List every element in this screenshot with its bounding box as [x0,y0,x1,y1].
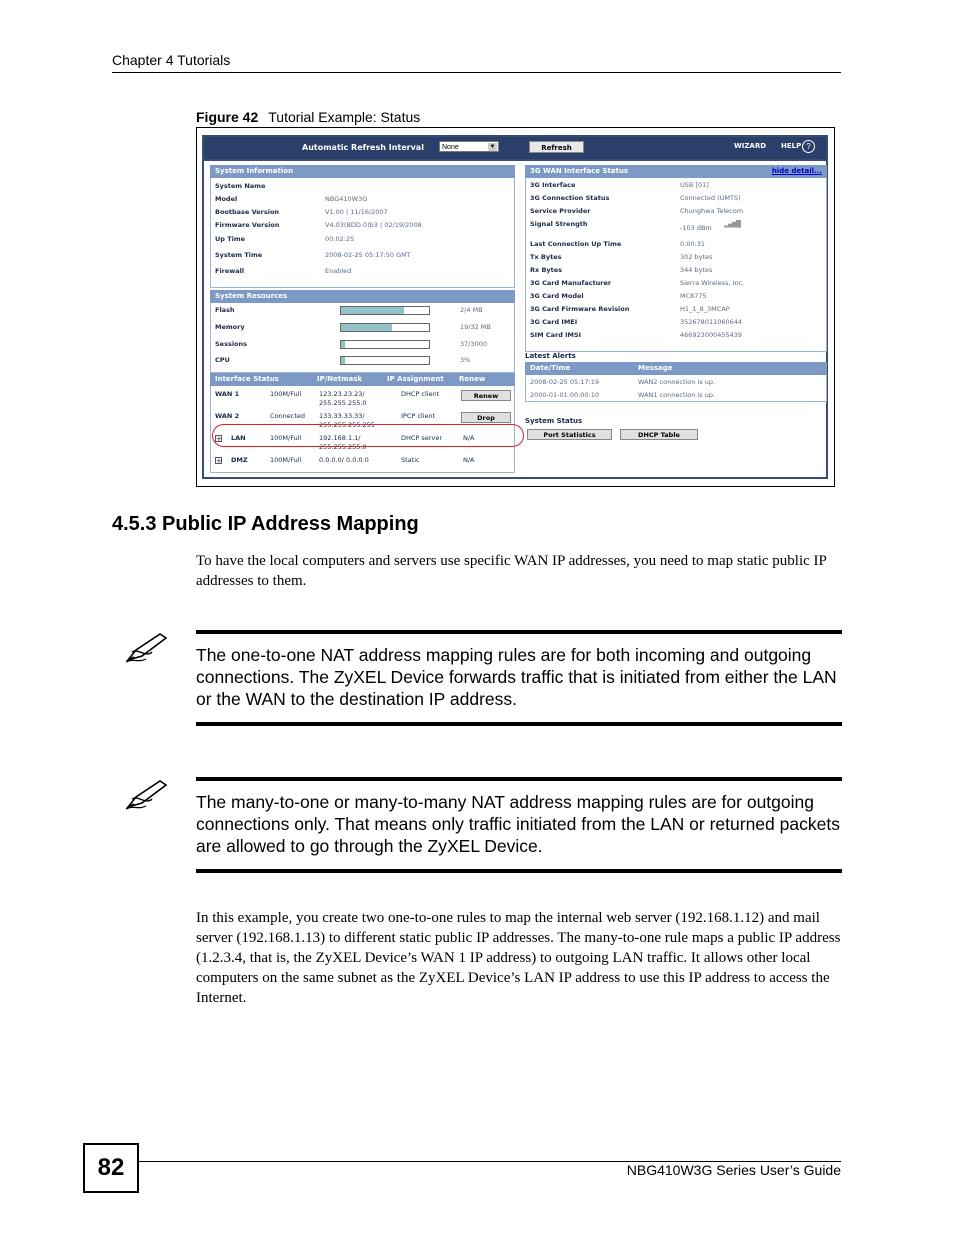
example-paragraph: In this example, you create two one-to-one rules to map the internal web server (192.168.1.12) and mail server (192.168.1.13) to different static public IP addresses. The many-to-one rule maps a public IP address (1.2.3.4, that is, the ZyXEL Device’s WAN 1 IP address) to outgoing LAN traffic. It allows other local computers on the same subnet as the ZyXEL Device’s LAN IP address to use this IP address to access the Internet. [196,910,841,1006]
panel-title: Latest Alerts [525,352,576,360]
note-many-to-one: The many-to-one or many-to-many NAT address mapping rules are for outgoing connections only. That means only traffic initiated from the LAN or returned packets are allowed to go through the ZyXEL Device. [196,792,840,856]
toolbar [204,137,826,159]
signal-strength-icon: ▂▄▆█ [724,220,740,228]
wizard-link[interactable]: WIZARD [734,142,767,150]
pencil-note-icon [124,777,172,811]
panel-title: System Information [210,165,515,178]
system-resources-panel: System Resources Flash 2/4 MB Memory 19/32 MB Sessions 37/3000 CPU 3% [210,290,515,373]
memory-usage-bar [340,323,430,332]
page-number: 82 [83,1143,139,1193]
header-rule [112,72,841,73]
dhcp-table-button[interactable]: DHCP Table [620,429,698,440]
help-link[interactable]: HELP [781,142,802,150]
expand-icon[interactable]: + [216,435,222,443]
latest-alerts-panel: Latest Alerts Date/Time Message 2008-02-25 05:17:19 WAN2 connection is up. 2000-01-01 00:00:10 WAN1 connection is up. [525,352,827,402]
note-rule-top [196,777,842,781]
expand-icon[interactable]: + [216,457,222,465]
wan1-highlight-oval [212,424,524,447]
interface-header: Interface Status IP/Netmask IP Assignment Renew [210,373,515,386]
pencil-note-icon [124,630,172,664]
figure-caption [196,109,420,125]
drop-button[interactable]: Drop [461,412,511,423]
system-status-panel [525,417,827,447]
panel-title: System Status [525,417,583,425]
help-icon[interactable]: ? [802,140,815,153]
cpu-usage-bar [340,356,430,365]
sessions-usage-bar [340,340,430,349]
intro-paragraph: To have the local computers and servers use specific WAN IP addresses, you need to map static public IP addresses to them. [196,553,827,589]
note-rule-bottom [196,869,842,873]
chapter-header: Chapter 4 Tutorials [112,52,231,68]
hide-detail-link[interactable]: hide detail... [771,167,822,175]
panel-title: 3G WAN Interface Status hide detail... [525,165,827,178]
port-statistics-button[interactable]: Port Statistics [527,429,612,440]
section-heading: 4.5.3 Public IP Address Mapping [112,513,419,535]
note-one-to-one: The one-to-one NAT address mapping rules are for both incoming and outgoing connections. The ZyXEL Device forwards traffic that is initiated from either the LAN or the WAN to the destination IP address. [196,645,837,709]
guide-title: NBG410W3G Series User’s Guide [626,1162,841,1178]
renew-button[interactable]: Renew [461,390,511,401]
note-rule-top [196,630,842,634]
interface-status-panel: Interface Status IP/Netmask IP Assignment Renew WAN 1 100M/Full 123.23.23.23/ 255.255.255.0 DHCP client Renew WAN 2 Connected 133.33.33.33/ 255.255.255.255 IPCP client Drop + LAN 100M/Full 192.168.1.1/ 255.255.255.0 DHCP server N/A + DMZ 100M/Full 0.0.0.0/ 0.0.0.0 Static N/A [210,373,515,473]
panel-title: System Resources [210,290,515,303]
flash-usage-bar [340,306,430,315]
system-information-panel: System Information System Name Model NBG410W3G Bootbase Version V1.00 | 11/16/2007 Firmware Version V4.03(BDD.0)b3 | 02/19/2008 Up Time 00:02:25 System Time 2008-02-25 05:17:50 GMT Firewall Enabled [210,165,515,288]
figure-number: Figure 42 [196,109,259,125]
refresh-interval-select[interactable]: None ▼ [439,141,499,152]
refresh-interval-label: Automatic Refresh Interval [302,143,424,152]
3g-wan-status-panel: 3G WAN Interface Status hide detail... 3G Interface USB [01] 3G Connection Status Connected (UMTS) Service Provider Chunghwa Telecom Signal Strength -103 dBm ▂▄▆█ Last Connection Up Time 0:00:31 Tx Bytes 302 bytes Rx Bytes 344 bytes 3G Card Manufacturer Sierra Wireless, Inc. 3G Card Model MC8775 3G Card Firmware Revision H1_1_8_3MCAP 3G Card IMEI 352678011060644 SIM Card IMSI 466923000455439 [525,165,827,352]
note-rule-bottom [196,722,842,726]
status-screenshot [196,127,835,487]
chevron-down-icon: ▼ [489,144,496,150]
refresh-button[interactable]: Refresh [529,141,584,153]
figure-title: Tutorial Example: Status [268,109,421,125]
